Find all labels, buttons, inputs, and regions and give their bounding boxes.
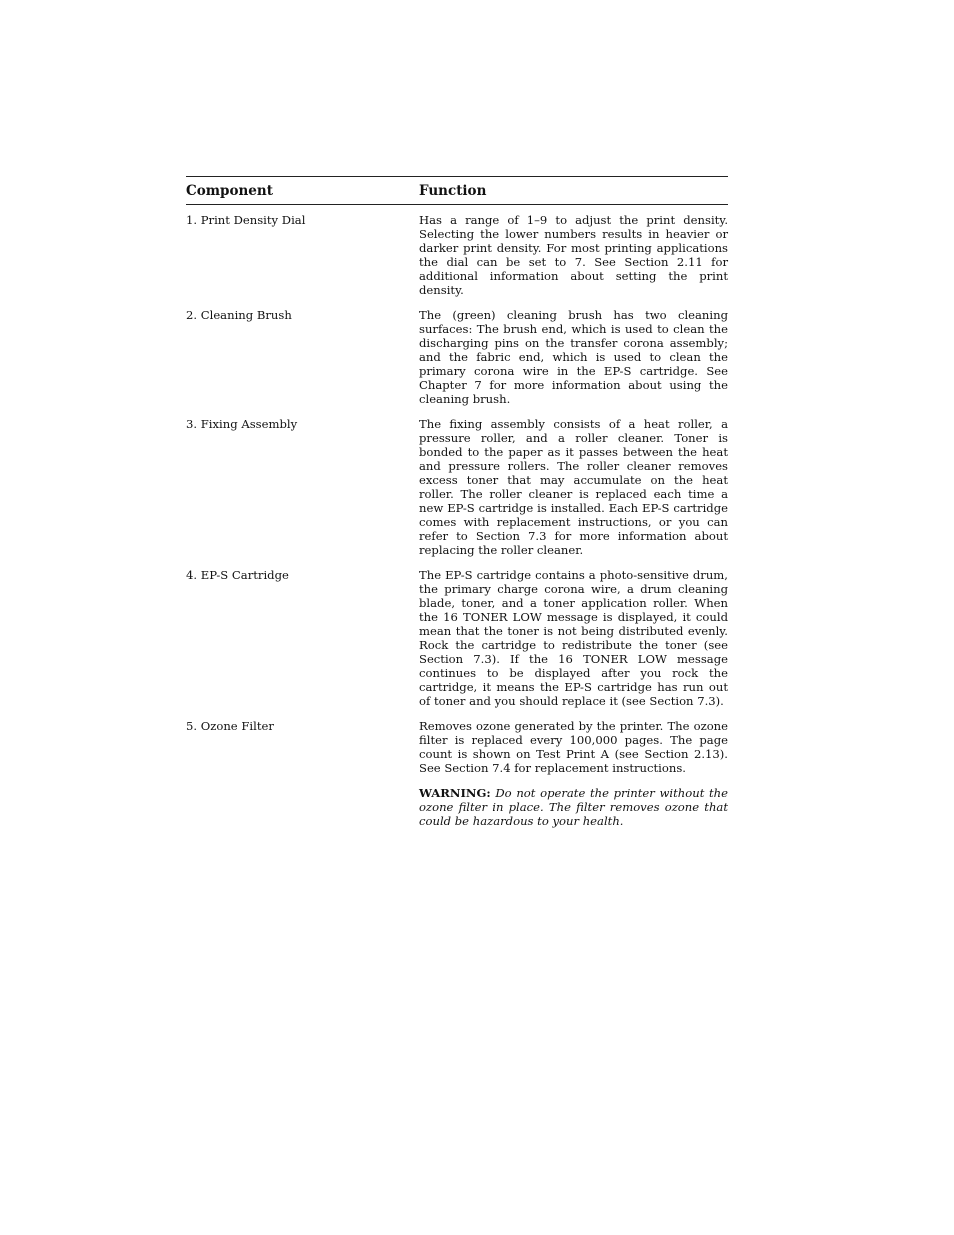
component-cell: 3. Fixing Assembly — [186, 417, 298, 431]
function-cell: The (green) cleaning brush has two cleaning surfaces: The brush end, which is used to clean the discharging pins on the transfer corona assembly; and the fabric end, which is used to clean the primary corona wire in the EP-S cartridge. See Chapter 7 for more information about using the cleaning brush. — [419, 308, 728, 406]
function-cell: Has a range of 1–9 to adjust the print density. Selecting the lower numbers results in heavier or darker print density. For most printing applications the dial can be set to 7. See Section 2.11 for additional information about setting the print density. — [419, 213, 728, 297]
component-cell: 4. EP-S Cartridge — [186, 568, 289, 582]
function-cell: Removes ozone generated by the printer. The ozone filter is replaced every 100,000 pages. The page count is shown on Test Print A (see Section 2.13). See Section 7.4 for replacement instructions. — [419, 719, 728, 775]
table-header-row — [186, 177, 728, 204]
warning-note — [419, 786, 728, 828]
table-row — [186, 568, 728, 708]
header-component: Component — [186, 182, 273, 199]
component-cell: 2. Cleaning Brush — [186, 308, 292, 322]
warning-text: Do not operate the printer without the ozone filter in place. The filter removes ozone that could be hazardous to your health. — [419, 786, 728, 828]
header-function: Function — [419, 182, 487, 199]
function-cell: The EP-S cartridge contains a photo-sensitive drum, the primary charge corona wire, a drum cleaning blade, toner, and a toner application roller. When the 16 TONER LOW message is displayed, it could mean that the toner is not being distributed evenly. Rock the cartridge to redistribute the toner (see Section 7.3). If the 16 TONER LOW message continues to be displayed after you rock the cartridge, it means the EP-S cartridge has run out of toner and you should replace it (see Section 7.3). — [419, 568, 728, 708]
table-row — [186, 417, 728, 557]
table-row — [186, 719, 728, 775]
table-row — [186, 308, 728, 406]
table-row — [186, 213, 728, 297]
table-header-rule — [186, 204, 728, 205]
component-cell: 5. Ozone Filter — [186, 719, 274, 733]
component-function-table — [186, 176, 728, 828]
warning-spacer — [186, 786, 419, 828]
warning-row — [186, 786, 728, 828]
function-cell: The fixing assembly consists of a heat roller, a pressure roller, and a roller cleaner. Toner is bonded to the paper as it passes between the heat and pressure rollers. The roller cleaner removes excess toner that may accumulate on the heat roller. The roller cleaner is replaced each time a new EP-S cartridge is installed. Each EP-S cartridge comes with replacement instructions, or you can refer to Section 7.3 for more information about replacing the roller cleaner. — [419, 417, 728, 557]
warning-label: WARNING: — [419, 786, 491, 800]
component-cell: 1. Print Density Dial — [186, 213, 306, 227]
